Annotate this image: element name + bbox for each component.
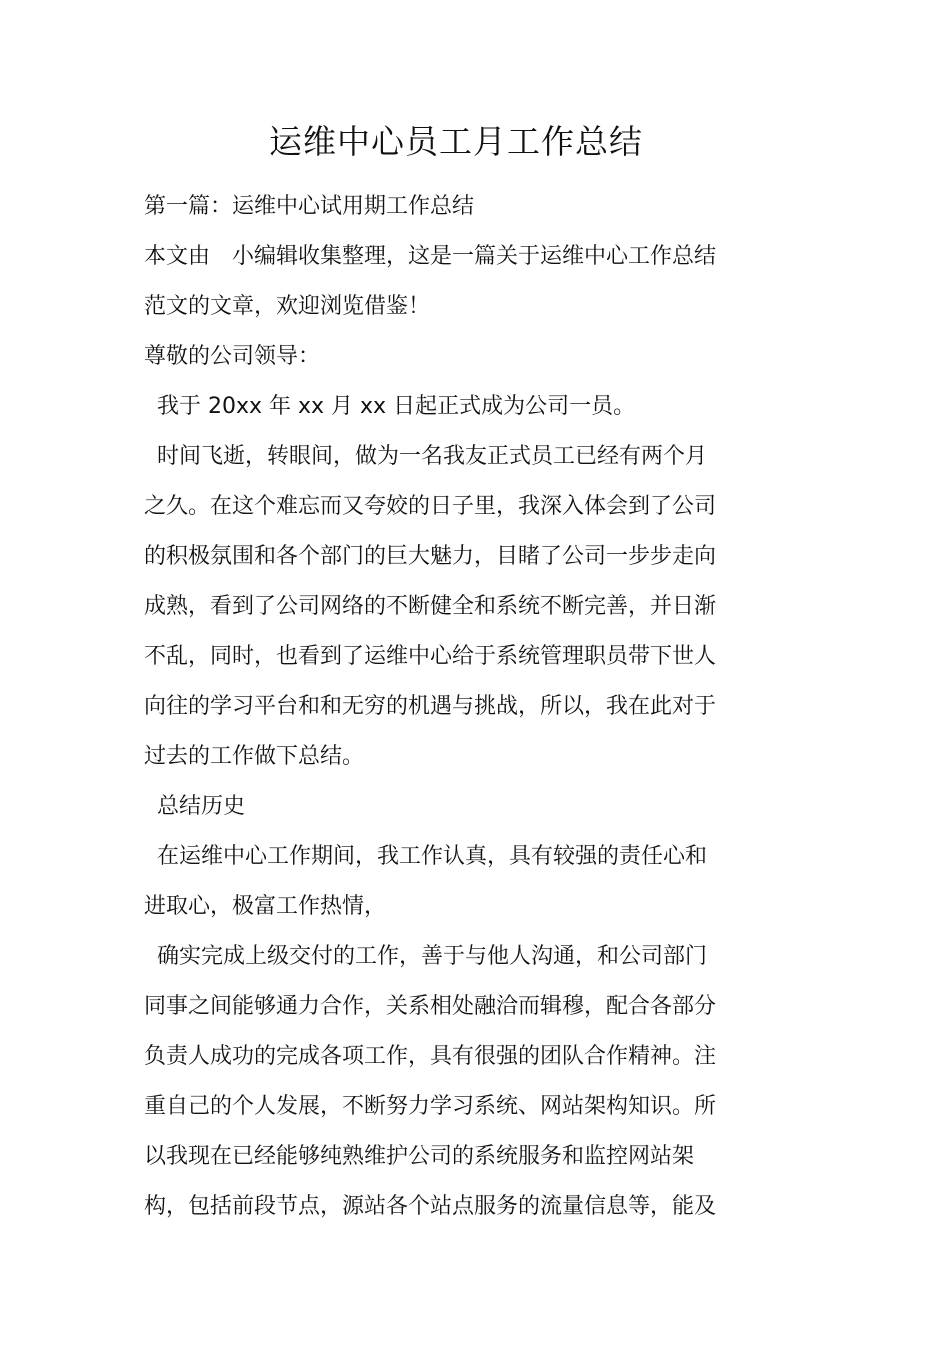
paragraph-line: 成熟，看到了公司网络的不断健全和系统不断完善，并日渐 [144,594,717,619]
paragraph-line: 我于 20xx 年 xx 月 xx 日起正式成为公司一员。 [157,394,636,419]
paragraph-line: 过去的工作做下总结。 [144,744,365,769]
paragraph-line: 进取心，极富工作热情， [144,894,387,919]
paragraph-line: 在运维中心工作期间，我工作认真，具有较强的责任心和 [157,844,708,869]
heading-first-part: 第一篇：运维中心试用期工作总结 [144,194,475,219]
salutation: 尊敬的公司领导： [144,344,321,369]
paragraph-line: 的积极氛围和各个部门的巨大魅力，目睹了公司一步步走向 [144,544,717,569]
paragraph-line: 同事之间能够通力合作，关系相处融洽而辑穆，配合各部分 [144,994,717,1019]
paragraph-line: 构，包括前段节点，源站各个站点服务的流量信息等，能及 [144,1194,717,1219]
intro-line-2: 范文的文章，欢迎浏览借鉴！ [144,294,431,319]
paragraph-line: 不乱，同时，也看到了运维中心给于系统管理职员带下世人 [144,644,717,669]
paragraph-line: 时间飞逝，转眼间，做为一名我友正式员工已经有两个月 [157,444,708,469]
document-title: 运维中心员工月工作总结 [269,122,643,161]
document-body [144,182,784,1232]
paragraph-line: 重自己的个人发展，不断努力学习系统、网站架构知识。所 [144,1094,717,1119]
section-heading: 总结历史 [157,794,246,819]
paragraph-line: 之久。在这个难忘而又夸姣的日子里，我深入体会到了公司 [144,494,717,519]
intro-line-1: 本文由 小编辑收集整理，这是一篇关于运维中心工作总结 [144,244,717,269]
paragraph-line: 以我现在已经能够纯熟维护公司的系统服务和监控网站架 [144,1144,695,1169]
paragraph-line: 负责人成功的完成各项工作，具有很强的团队合作精神。注 [144,1044,717,1069]
paragraph-line: 确实完成上级交付的工作，善于与他人沟通，和公司部门 [157,944,708,969]
paragraph-line: 向往的学习平台和和无穷的机遇与挑战，所以，我在此对于 [144,694,717,719]
